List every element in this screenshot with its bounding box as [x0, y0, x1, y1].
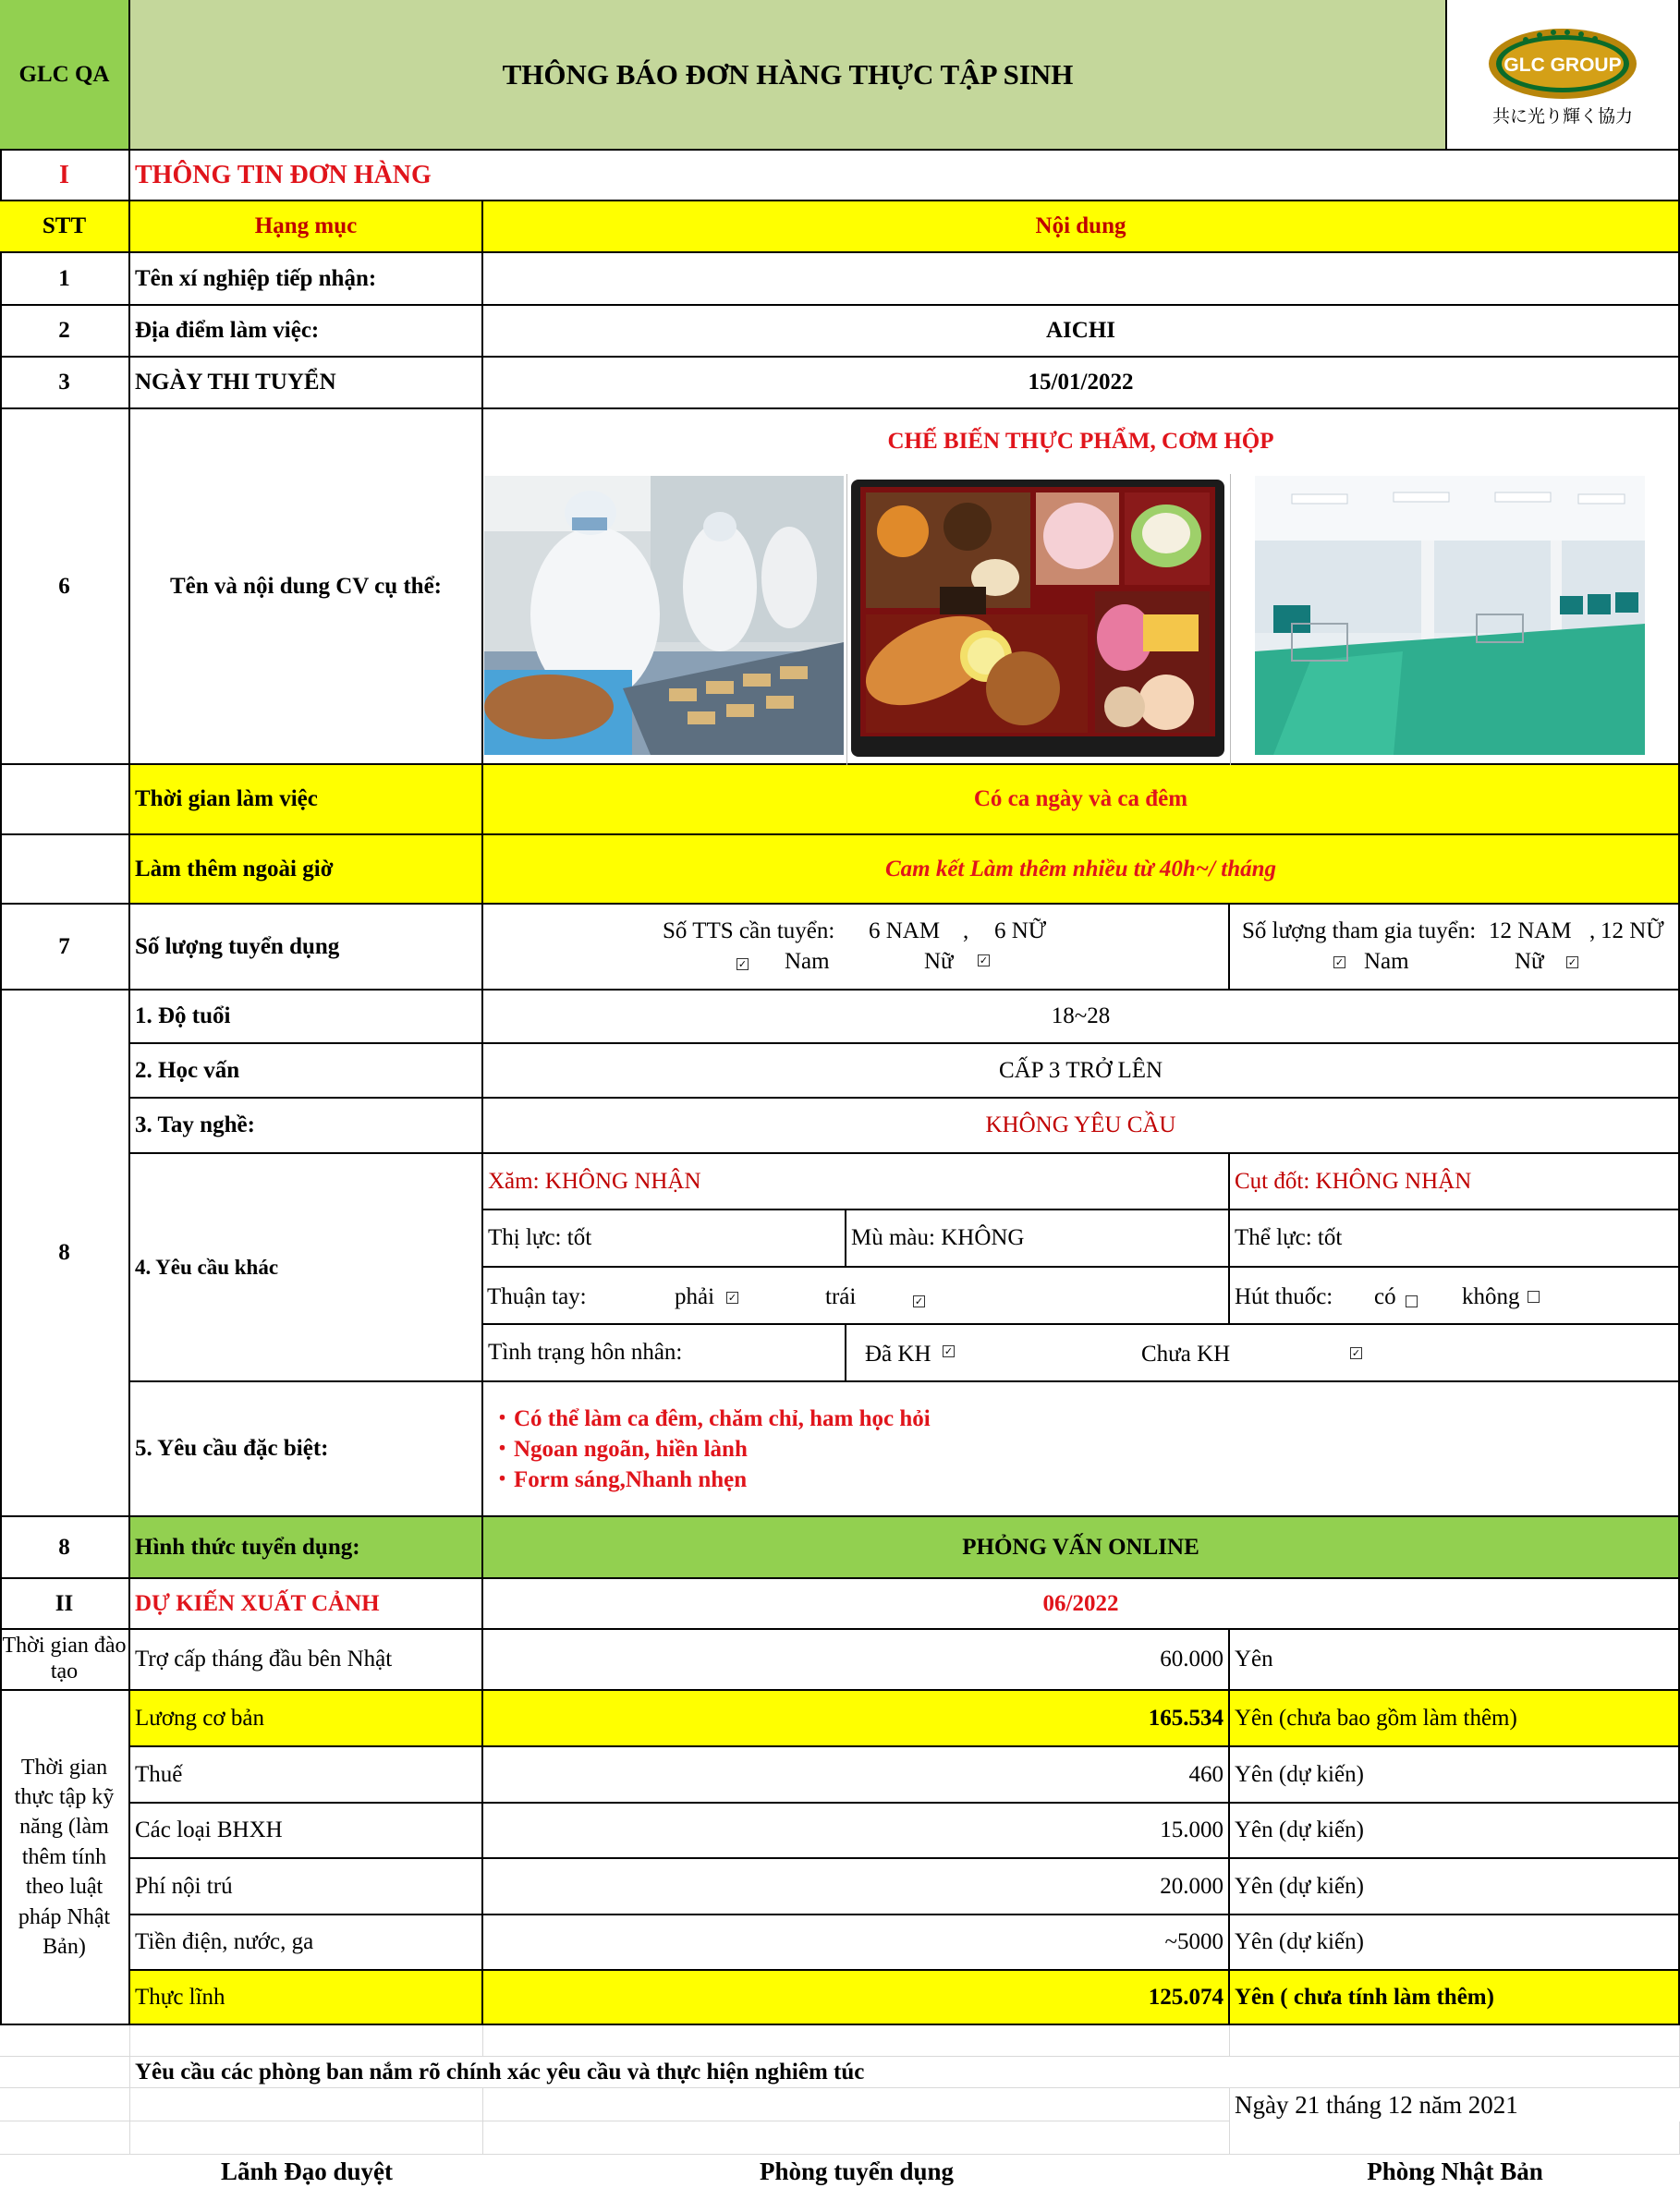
quantity-join-female: 12 NỮ	[1601, 918, 1664, 943]
signature-recruitment: Phòng tuyển dụng	[759, 2157, 955, 2185]
salary-unit: Yên (dự kiến)	[1230, 1859, 1680, 1915]
special-requirements-label: 5. Yêu cầu đặc biệt:	[130, 1382, 483, 1517]
training-period-label: Thời gian đào tạo	[0, 1630, 130, 1691]
hand-right-label: phải	[675, 1284, 715, 1309]
grid-cell	[0, 2057, 130, 2088]
net-salary-amount: 125.074	[483, 1971, 1230, 2025]
smoke-yes-label: có	[1374, 1284, 1396, 1309]
smoke-yes-checkbox[interactable]	[1406, 1295, 1418, 1307]
row-exam-value: 15/01/2022	[483, 358, 1680, 409]
row-quantity-stt: 7	[0, 905, 130, 991]
signature-japan-dept: Phòng Nhật Bản	[1367, 2157, 1543, 2185]
row-quantity-label: Số lượng tuyển dụng	[130, 905, 483, 991]
join-male-label: Nam	[1364, 949, 1409, 974]
footer-note: Yêu cầu các phòng ban nắm rõ chính xác yêu cầu và thực hiện nghiêm túc	[130, 2057, 1230, 2088]
grid-cell	[483, 2088, 1230, 2121]
grid-cell	[483, 2121, 1230, 2155]
quantity-join-cell	[1230, 905, 1680, 991]
salary-label: Thuế	[130, 1747, 483, 1804]
skill-label: 3. Tay nghề:	[130, 1099, 483, 1154]
quantity-needed-label: Số TTS cần tuyển:	[663, 918, 835, 943]
salary-label: Lương cơ bản	[130, 1691, 483, 1747]
quantity-needed-male: 6 NAM	[869, 918, 941, 943]
row-overtime-label: Làm thêm ngoài giờ	[130, 835, 483, 905]
row-job-value: CHẾ BIẾN THỰC PHẨM, CƠM HỘP	[483, 409, 1680, 474]
salary-unit: Yên	[1230, 1630, 1680, 1691]
row-worktime-label: Thời gian làm việc	[130, 765, 483, 835]
salary-amount: 15.000	[483, 1804, 1230, 1859]
colorblind-requirement: Mù màu: KHÔNG	[846, 1210, 1230, 1268]
age-label: 1. Độ tuổi	[130, 991, 483, 1044]
quantity-join-male: 12 NAM	[1489, 918, 1572, 943]
photo-divider	[1230, 474, 1231, 765]
row-requirements-stt: 8	[0, 991, 130, 1517]
col-stt: STT	[0, 201, 130, 253]
special-item: ・Form sáng,Nhanh nhẹn	[491, 1466, 748, 1492]
handedness-cell	[483, 1268, 1230, 1325]
quantity-needed-female: 6 NỮ	[994, 918, 1047, 943]
hand-right-checkbox[interactable]	[726, 1292, 738, 1304]
net-salary-unit: Yên ( chưa tính làm thêm)	[1230, 1971, 1680, 2025]
signature-leader: Lãnh Đạo duyệt	[220, 2157, 394, 2185]
education-label: 2. Học vấn	[130, 1044, 483, 1099]
section-2-value: 06/2022	[483, 1579, 1680, 1630]
grid-cell	[0, 2121, 130, 2155]
salary-label: Tiền điện, nước, ga	[130, 1915, 483, 1971]
male-checkbox[interactable]	[737, 958, 749, 970]
salary-amount: 60.000	[483, 1630, 1230, 1691]
section-1-index: I	[0, 151, 130, 201]
salary-label: Các loại BHXH	[130, 1804, 483, 1859]
recruit-form-label: Hình thức tuyển dụng:	[130, 1517, 483, 1579]
smoke-no-label: không	[1462, 1284, 1520, 1309]
grid-cell	[130, 2025, 483, 2057]
row-company-label: Tên xí nghiệp tiếp nhận:	[130, 253, 483, 306]
join-female-checkbox[interactable]	[1566, 956, 1578, 968]
grid-cell	[130, 2088, 483, 2121]
marital-options-cell	[846, 1325, 1680, 1382]
quantity-join-label: Số lượng tham gia tuyển:	[1242, 918, 1477, 943]
grid-cell	[483, 2025, 1230, 2057]
header-code: GLC QA	[0, 0, 130, 151]
section-2-title: DỰ KIẾN XUẤT CẢNH	[130, 1579, 483, 1630]
salary-unit: Yên (dự kiến)	[1230, 1747, 1680, 1804]
row-location-stt: 2	[0, 306, 130, 358]
net-salary-label: Thực lĩnh	[130, 1971, 483, 2025]
single-checkbox[interactable]	[1350, 1347, 1362, 1359]
quantity-needed-sep: ,	[963, 918, 969, 943]
salary-label: Phí nội trú	[130, 1859, 483, 1915]
smoking-label: Hút thuốc:	[1235, 1284, 1333, 1309]
handedness-label: Thuận tay:	[487, 1284, 587, 1309]
quantity-male-label: Nam	[785, 949, 830, 974]
page-title: THÔNG BÁO ĐƠN HÀNG THỰC TẬP SINH	[130, 0, 1447, 151]
education-value: CẤP 3 TRỞ LÊN	[483, 1044, 1680, 1099]
col-category: Hạng mục	[130, 201, 483, 253]
row-company-value	[483, 253, 1680, 306]
hand-left-checkbox[interactable]	[913, 1295, 925, 1307]
salary-unit: Yên (dự kiến)	[1230, 1804, 1680, 1859]
row-location-label: Địa điểm làm việc:	[130, 306, 483, 358]
grid-cell	[1230, 2025, 1680, 2057]
fitness-requirement: Thể lực: tốt	[1230, 1210, 1680, 1268]
join-female-label: Nữ	[1515, 949, 1544, 974]
marital-label: Tình trạng hôn nhân:	[483, 1325, 846, 1382]
row-worktime-stt	[0, 765, 130, 835]
row-worktime-value: Có ca ngày và ca đêm	[483, 765, 1680, 835]
join-male-checkbox[interactable]	[1333, 956, 1345, 968]
special-item: ・Có thể làm ca đêm, chăm chỉ, ham học hỏi	[491, 1405, 931, 1431]
quantity-join-sep: ,	[1589, 918, 1596, 943]
row-location-value: AICHI	[483, 306, 1680, 358]
logo	[1447, 0, 1680, 151]
clean-room-photo	[1255, 476, 1645, 755]
bento-box-photo	[847, 476, 1228, 760]
row-job-stt: 6	[0, 409, 130, 765]
other-requirements-label: 4. Yêu cầu khác	[130, 1154, 483, 1382]
row-job-label: Tên và nội dung CV cụ thể:	[130, 409, 483, 765]
skill-value: KHÔNG YÊU CẦU	[483, 1099, 1680, 1154]
factory-workers-photo	[484, 476, 844, 755]
grid-cell	[1230, 2057, 1680, 2088]
salary-unit: Yên (chưa bao gồm làm thêm)	[1230, 1691, 1680, 1747]
single-label: Chưa KH	[1141, 1342, 1231, 1367]
section-1-title: THÔNG TIN ĐƠN HÀNG	[130, 151, 1680, 201]
eyesight-requirement: Thị lực: tốt	[483, 1210, 846, 1268]
age-value: 18~28	[483, 991, 1680, 1044]
special-requirements-list	[483, 1382, 1680, 1517]
special-item: ・Ngoan ngoãn, hiền lành	[491, 1436, 748, 1462]
row-company-stt: 1	[0, 253, 130, 306]
female-checkbox[interactable]	[978, 954, 990, 966]
grid-cell	[130, 2121, 483, 2155]
grid-cell	[0, 2088, 130, 2121]
row-exam-stt: 3	[0, 358, 130, 409]
finger-requirement: Cụt đốt: KHÔNG NHẬN	[1230, 1154, 1680, 1210]
salary-label: Trợ cấp tháng đầu bên Nhật	[130, 1630, 483, 1691]
grid-cell	[1230, 2121, 1680, 2155]
row-exam-label: NGÀY THI TUYỂN	[130, 358, 483, 409]
section-2-index: II	[0, 1579, 130, 1630]
logo-emblem-icon	[1484, 21, 1641, 104]
svg-text:GLC GROUP: GLC GROUP	[1503, 55, 1622, 77]
row-overtime-stt	[0, 835, 130, 905]
row-overtime-value: Cam kết Làm thêm nhiều từ 40h~/ tháng	[483, 835, 1680, 905]
salary-unit: Yên (dự kiến)	[1230, 1915, 1680, 1971]
salary-amount: 460	[483, 1747, 1230, 1804]
salary-amount: 165.534	[483, 1691, 1230, 1747]
smoke-no-checkbox[interactable]	[1528, 1291, 1540, 1303]
salary-amount: 20.000	[483, 1859, 1230, 1915]
logo-tagline: 共に光り輝く協力	[1491, 106, 1633, 128]
married-checkbox[interactable]	[943, 1345, 955, 1357]
internship-period-label: Thời gian thực tập kỹ năng (làm thêm tính theo luật pháp Nhật Bản)	[0, 1691, 130, 2025]
salary-amount: ~5000	[483, 1915, 1230, 1971]
quantity-female-label: Nữ	[924, 949, 954, 974]
grid-cell	[0, 2025, 130, 2057]
recruit-form-value: PHỎNG VẤN ONLINE	[483, 1517, 1680, 1579]
col-content: Nội dung	[483, 201, 1680, 253]
tattoo-requirement: Xăm: KHÔNG NHẬN	[483, 1154, 1230, 1210]
recruit-form-stt: 8	[0, 1517, 130, 1579]
quantity-needed-cell	[483, 905, 1230, 991]
footer-date: Ngày 21 tháng 12 năm 2021	[1235, 2090, 1518, 2119]
hand-left-label: trái	[825, 1284, 857, 1309]
married-label: Đã KH	[865, 1342, 931, 1367]
